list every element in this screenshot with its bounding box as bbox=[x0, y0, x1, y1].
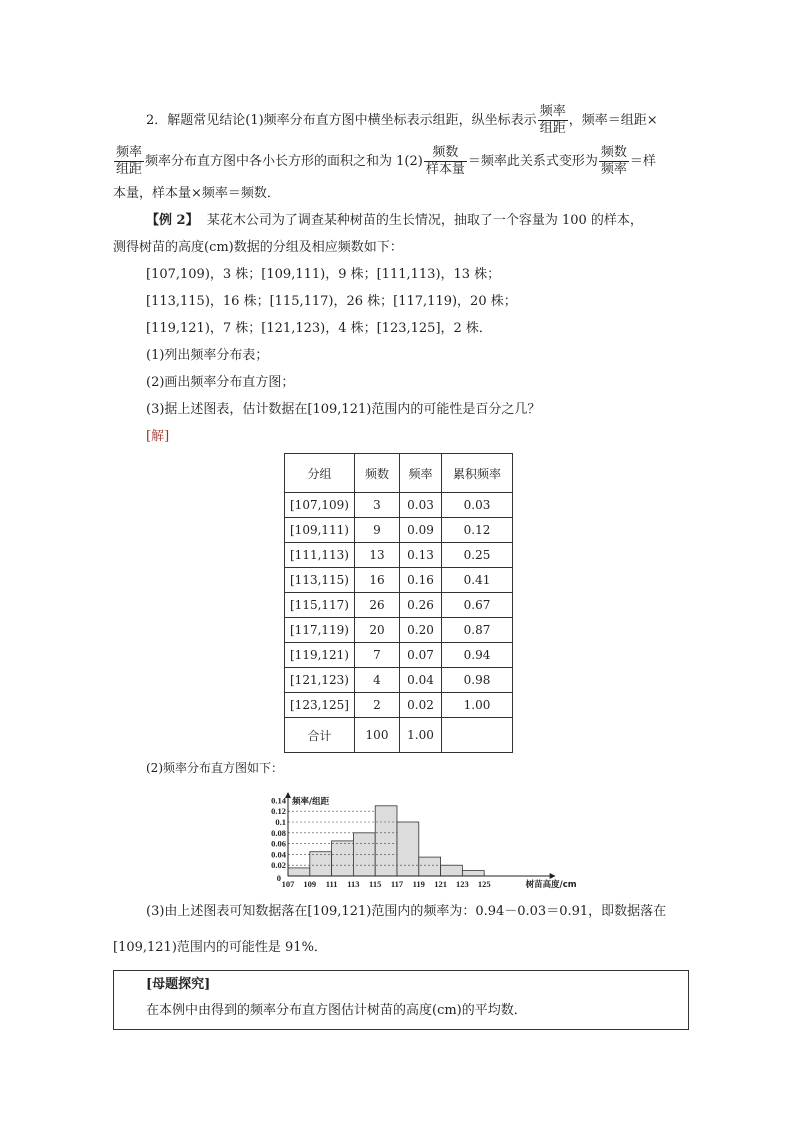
example-data-line-3: [119,121)，7 株；[121,123)，4 株；[123,125]，2 株． bbox=[146, 321, 492, 336]
table-row bbox=[285, 593, 513, 618]
example-intro-line-2: 测得树苗的高度(cm)数据的分组及相应频数如下： bbox=[113, 240, 403, 255]
table-row bbox=[285, 618, 513, 643]
x-tick-label: 107 bbox=[281, 879, 295, 889]
table-cell: 0.67 bbox=[442, 593, 513, 618]
table-cell: 100 bbox=[355, 718, 400, 753]
table-cell: 0.87 bbox=[442, 618, 513, 643]
table-cell: 0.07 bbox=[400, 643, 442, 668]
question-3: (3)据上述图表，估计数据在[109,121)范围内的可能性是百分之几？ bbox=[146, 402, 541, 417]
conclusion-text: ＝频率此关系式变形为 bbox=[467, 154, 598, 169]
table-row bbox=[285, 493, 513, 518]
table-cell: [119,121) bbox=[285, 643, 355, 668]
example-data-line-2: [113,115)，16 株；[115,117)，26 株；[117,119)，20 株； bbox=[146, 294, 517, 309]
x-tick-label: 111 bbox=[325, 879, 338, 889]
y-axis-title: 频率/组距 bbox=[292, 797, 330, 807]
histogram-bar bbox=[441, 865, 463, 876]
histogram-bar bbox=[462, 871, 484, 876]
table-cell: [111,113) bbox=[285, 543, 355, 568]
conclusion-text: 2．解题常见结论(1)频率分布直方图中横坐标表示组距，纵坐标表示 bbox=[146, 113, 537, 128]
table-cell: 9 bbox=[355, 518, 400, 543]
table-row bbox=[285, 568, 513, 593]
y-tick-label: 0.04 bbox=[271, 849, 286, 860]
table-cell: 3 bbox=[355, 493, 400, 518]
table-cell: 0.12 bbox=[442, 518, 513, 543]
table-cell: 0.20 bbox=[400, 618, 442, 643]
table-cell: 16 bbox=[355, 568, 400, 593]
histogram-bar bbox=[332, 841, 354, 876]
frequency-table bbox=[284, 453, 513, 753]
table-cell: [121,123) bbox=[285, 668, 355, 693]
table-cell: 0.09 bbox=[400, 518, 442, 543]
table-header: 频数 bbox=[355, 454, 400, 493]
question-2: (2)画出频率分布直方图； bbox=[146, 375, 295, 390]
example-data-line-1: [107,109)，3 株；[109,111)，9 株；[111,113)，13 株； bbox=[146, 267, 501, 282]
example-intro-line-1 bbox=[146, 211, 643, 231]
y-tick-label: 0.14 bbox=[271, 795, 286, 806]
histogram-bar bbox=[419, 857, 441, 876]
x-tick-label: 109 bbox=[303, 879, 317, 889]
x-tick-label: 115 bbox=[369, 879, 382, 889]
table-cell: 0.25 bbox=[442, 543, 513, 568]
table-cell: 7 bbox=[355, 643, 400, 668]
x-tick-label: 113 bbox=[347, 879, 360, 889]
table-cell: 0.98 bbox=[442, 668, 513, 693]
y-tick-label: 0.1 bbox=[275, 817, 286, 827]
table-cell: 0.94 bbox=[442, 643, 513, 668]
y-tick-label: 0.06 bbox=[271, 838, 286, 849]
table-row bbox=[285, 668, 513, 693]
extension-box-title: [母题探究] bbox=[146, 977, 211, 992]
fraction-freq-over-width bbox=[114, 145, 144, 178]
part-3-line-2: [109,121)范围内的可能性是 91%． bbox=[113, 940, 327, 955]
x-tick-label: 121 bbox=[434, 879, 447, 889]
solution-tag: [解] bbox=[146, 429, 170, 444]
table-cell: [109,111) bbox=[285, 518, 355, 543]
table-cell: 13 bbox=[355, 543, 400, 568]
table-cell: 1.00 bbox=[442, 693, 513, 718]
fraction-denominator: 组距 bbox=[116, 162, 143, 177]
fraction-numerator: 频数 bbox=[424, 145, 467, 162]
fraction-numerator: 频率 bbox=[539, 104, 566, 119]
x-tick-label: 125 bbox=[477, 879, 491, 889]
table-cell: 2 bbox=[355, 693, 400, 718]
extension-box-text: 在本例中由得到的频率分布直方图估计树苗的高度(cm)的平均数． bbox=[146, 1003, 527, 1018]
table-cell: 0.03 bbox=[400, 493, 442, 518]
table-cell: 0.16 bbox=[400, 568, 442, 593]
x-axis-arrow bbox=[550, 873, 556, 879]
x-tick-label: 117 bbox=[390, 879, 404, 889]
table-cell: [113,115) bbox=[285, 568, 355, 593]
part-3-line-1: (3)由上述图表可知数据落在[109,121)范围内的频率为：0.94－0.03＝0.91，即数据落在 bbox=[146, 904, 667, 919]
table-cell: 1.00 bbox=[400, 718, 442, 753]
table-header: 分组 bbox=[285, 454, 355, 493]
x-axis-title: 树苗高度/cm bbox=[525, 880, 577, 890]
extension-box bbox=[113, 970, 689, 1030]
question-1: (1)列出频率分布表； bbox=[146, 348, 269, 363]
table-cell: 0.03 bbox=[442, 493, 513, 518]
table-cell: [115,117) bbox=[285, 593, 355, 618]
example-intro: 某花木公司为了调查某种树苗的生长情况，抽取了一个容量为 100 的样本， bbox=[206, 213, 643, 228]
table-header-row bbox=[285, 454, 513, 493]
table-cell: 0.02 bbox=[400, 693, 442, 718]
frequency-histogram bbox=[258, 790, 577, 890]
histogram-bar bbox=[310, 852, 332, 876]
y-tick-label: 0.12 bbox=[271, 806, 286, 817]
example-tag: 【例 2】 bbox=[146, 213, 199, 228]
conclusion-line-1 bbox=[146, 104, 658, 137]
fraction-count-over-freq bbox=[599, 145, 629, 178]
table-cell: 合计 bbox=[285, 718, 355, 753]
conclusion-text: ，频率＝组距× bbox=[568, 113, 658, 128]
fraction-numerator: 频数 bbox=[600, 145, 627, 160]
origin-label: 0 bbox=[276, 873, 281, 883]
table-cell: 0.26 bbox=[400, 593, 442, 618]
table-row bbox=[285, 543, 513, 568]
histogram-bar bbox=[397, 822, 419, 876]
conclusion-line-3: 本量，样本量×频率＝频数． bbox=[113, 186, 280, 201]
table-header: 频率 bbox=[400, 454, 442, 493]
fraction-freq-over-width bbox=[538, 104, 568, 137]
table-row bbox=[285, 518, 513, 543]
y-tick-label: 0.02 bbox=[271, 860, 286, 871]
table-total-row bbox=[285, 718, 513, 753]
table-cell: 0.13 bbox=[400, 543, 442, 568]
fraction-denominator: 样本量 bbox=[425, 162, 465, 177]
x-tick-label: 123 bbox=[456, 879, 469, 889]
table-cell: [107,109) bbox=[285, 493, 355, 518]
table-cell bbox=[442, 718, 513, 753]
table-row bbox=[285, 643, 513, 668]
fraction-count-over-sample bbox=[424, 145, 467, 178]
conclusion-text: 频率分布直方图中各小长方形的面积之和为 1(2) bbox=[145, 154, 423, 169]
fraction-denominator: 组距 bbox=[539, 121, 566, 136]
fraction-numerator: 频率 bbox=[116, 145, 143, 160]
table-header: 累积频率 bbox=[442, 454, 513, 493]
y-tick-label: 0.08 bbox=[271, 827, 286, 838]
table-row bbox=[285, 693, 513, 718]
x-tick-label: 119 bbox=[412, 879, 425, 889]
table-cell: 26 bbox=[355, 593, 400, 618]
table-cell: [117,119) bbox=[285, 618, 355, 643]
table-cell: 20 bbox=[355, 618, 400, 643]
conclusion-text: ＝样 bbox=[629, 154, 656, 169]
fraction-denominator: 频率 bbox=[600, 162, 627, 177]
table-cell: [123,125] bbox=[285, 693, 355, 718]
conclusion-line-2 bbox=[113, 145, 656, 178]
table-cell: 0.04 bbox=[400, 668, 442, 693]
table-cell: 0.41 bbox=[442, 568, 513, 593]
part-2-text: (2)频率分布直方图如下： bbox=[146, 761, 283, 775]
table-cell: 4 bbox=[355, 668, 400, 693]
histogram-bar bbox=[288, 868, 310, 876]
